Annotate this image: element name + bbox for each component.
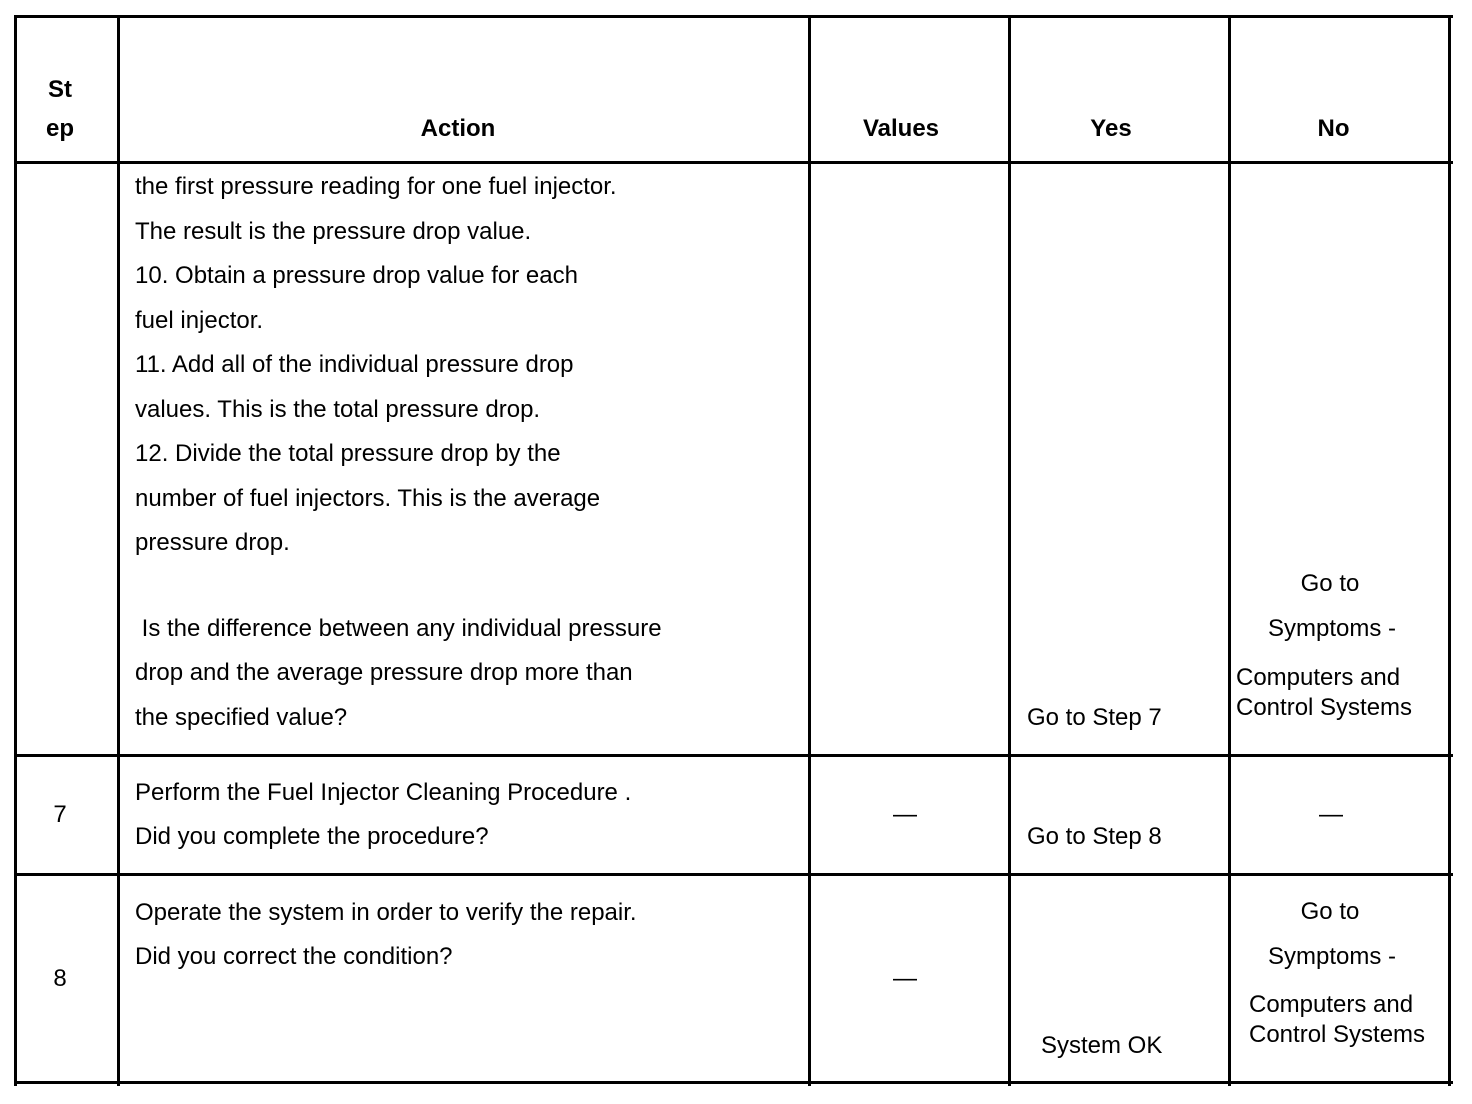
no-result-line: Computers and — [1236, 664, 1401, 691]
action-line: Did you correct the condition? — [135, 943, 453, 970]
action-line: the first pressure reading for one fuel injector. — [135, 173, 617, 200]
no-result-line: Go to — [1300, 570, 1360, 597]
row-divider-8 — [14, 873, 1453, 876]
action-line: Is the difference between any individual pressure — [135, 615, 662, 642]
table-border-top — [14, 15, 1453, 18]
values-cell: — — [893, 965, 917, 992]
yes-result: Go to Step 7 — [1027, 704, 1162, 731]
action-line: Operate the system in order to verify the repair. — [135, 899, 637, 926]
no-result: — — [1319, 801, 1343, 828]
action-line: 11. Add all of the individual pressure drop — [135, 351, 574, 378]
header-divider — [14, 161, 1453, 164]
table-border-bottom — [14, 1081, 1453, 1084]
column-divider-step — [117, 16, 120, 1086]
no-result-line: Symptoms - — [1267, 943, 1396, 970]
action-line: 10. Obtain a pressure drop value for each — [135, 262, 578, 289]
action-line: Perform the Fuel Injector Cleaning Procedure . — [135, 779, 632, 806]
column-divider-values — [1008, 16, 1011, 1086]
no-result-line: Symptoms - — [1267, 615, 1396, 642]
values-cell: — — [893, 801, 917, 828]
action-line: values. This is the total pressure drop. — [135, 396, 541, 423]
action-line: fuel injector. — [135, 307, 264, 334]
header-step — [20, 75, 100, 144]
header-yes: Yes — [1090, 115, 1132, 142]
yes-result: Go to Step 8 — [1027, 823, 1162, 850]
header-values: Values — [862, 115, 940, 142]
header-no: No — [1317, 115, 1350, 142]
no-result-line: Control Systems — [1236, 694, 1413, 721]
no-result-line: Go to — [1300, 898, 1360, 925]
action-line: Did you complete the procedure? — [135, 823, 489, 850]
step-number: 8 — [53, 965, 67, 992]
table-border-right — [1448, 16, 1451, 1086]
row-divider-7 — [14, 754, 1453, 757]
action-line: number of fuel injectors. This is the average — [135, 485, 601, 512]
column-divider-action — [808, 16, 811, 1086]
action-line: The result is the pressure drop value. — [135, 218, 532, 245]
header-step-line1: St — [48, 76, 72, 103]
header-action: Action — [420, 115, 496, 142]
step-number: 7 — [53, 801, 67, 828]
no-result-line: Computers and — [1249, 991, 1414, 1018]
action-line: pressure drop. — [135, 529, 290, 556]
table-border-left — [14, 16, 17, 1086]
yes-result: System OK — [1041, 1032, 1163, 1059]
action-line: 12. Divide the total pressure drop by the — [135, 440, 561, 467]
no-result-line: Control Systems — [1249, 1021, 1426, 1048]
header-step-line2: ep — [45, 115, 74, 142]
action-line: drop and the average pressure drop more than — [135, 659, 633, 686]
action-line: the specified value? — [135, 704, 348, 731]
